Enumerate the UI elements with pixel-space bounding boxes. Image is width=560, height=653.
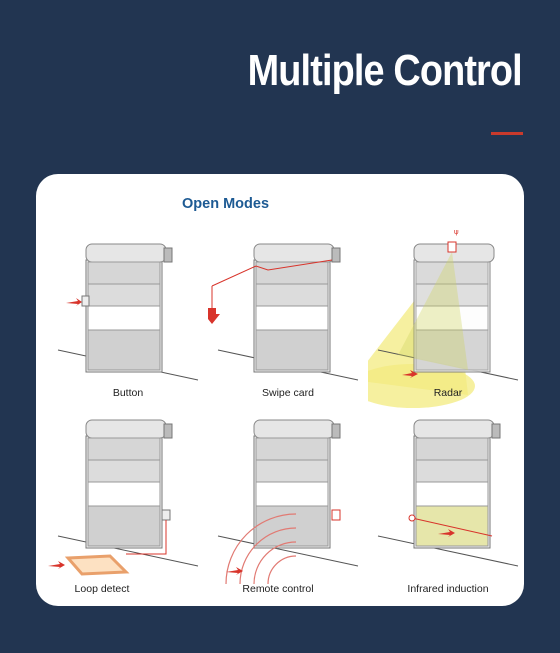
mode-swipe-card [208,230,368,430]
mode-label-remote-control: Remote control [242,583,314,595]
open-modes-card [36,174,524,606]
loop-icon [68,556,126,574]
title-accent-line [491,132,523,135]
page-title: Multiple Control [247,46,522,95]
mode-infrared-induction [368,406,524,606]
mode-button [48,230,208,430]
radar-icon [448,242,456,252]
mode-label-radar: Radar [433,387,463,399]
button-door-illustration [48,230,208,430]
mode-loop-detect [48,406,208,606]
mode-radar [368,230,524,430]
loop-detect-door-illustration [48,406,208,606]
card-title: Open Modes [182,196,270,212]
remote-control-door-illustration [208,406,368,606]
mode-label-swipe-card: Swipe card [262,387,314,399]
button-icon [82,296,89,306]
mode-remote-control [208,406,368,606]
infrared-door-illustration [368,406,524,606]
mode-label-loop-detect: Loop detect [74,583,130,595]
mode-label-button: Button [112,387,144,399]
radar-door-illustration [368,230,524,430]
swipe-card-door-illustration [208,230,368,430]
svg-text:ψ: ψ [454,230,459,236]
card-reader-icon [208,308,220,324]
mode-label-infrared-induction: Infrared induction [407,583,489,595]
